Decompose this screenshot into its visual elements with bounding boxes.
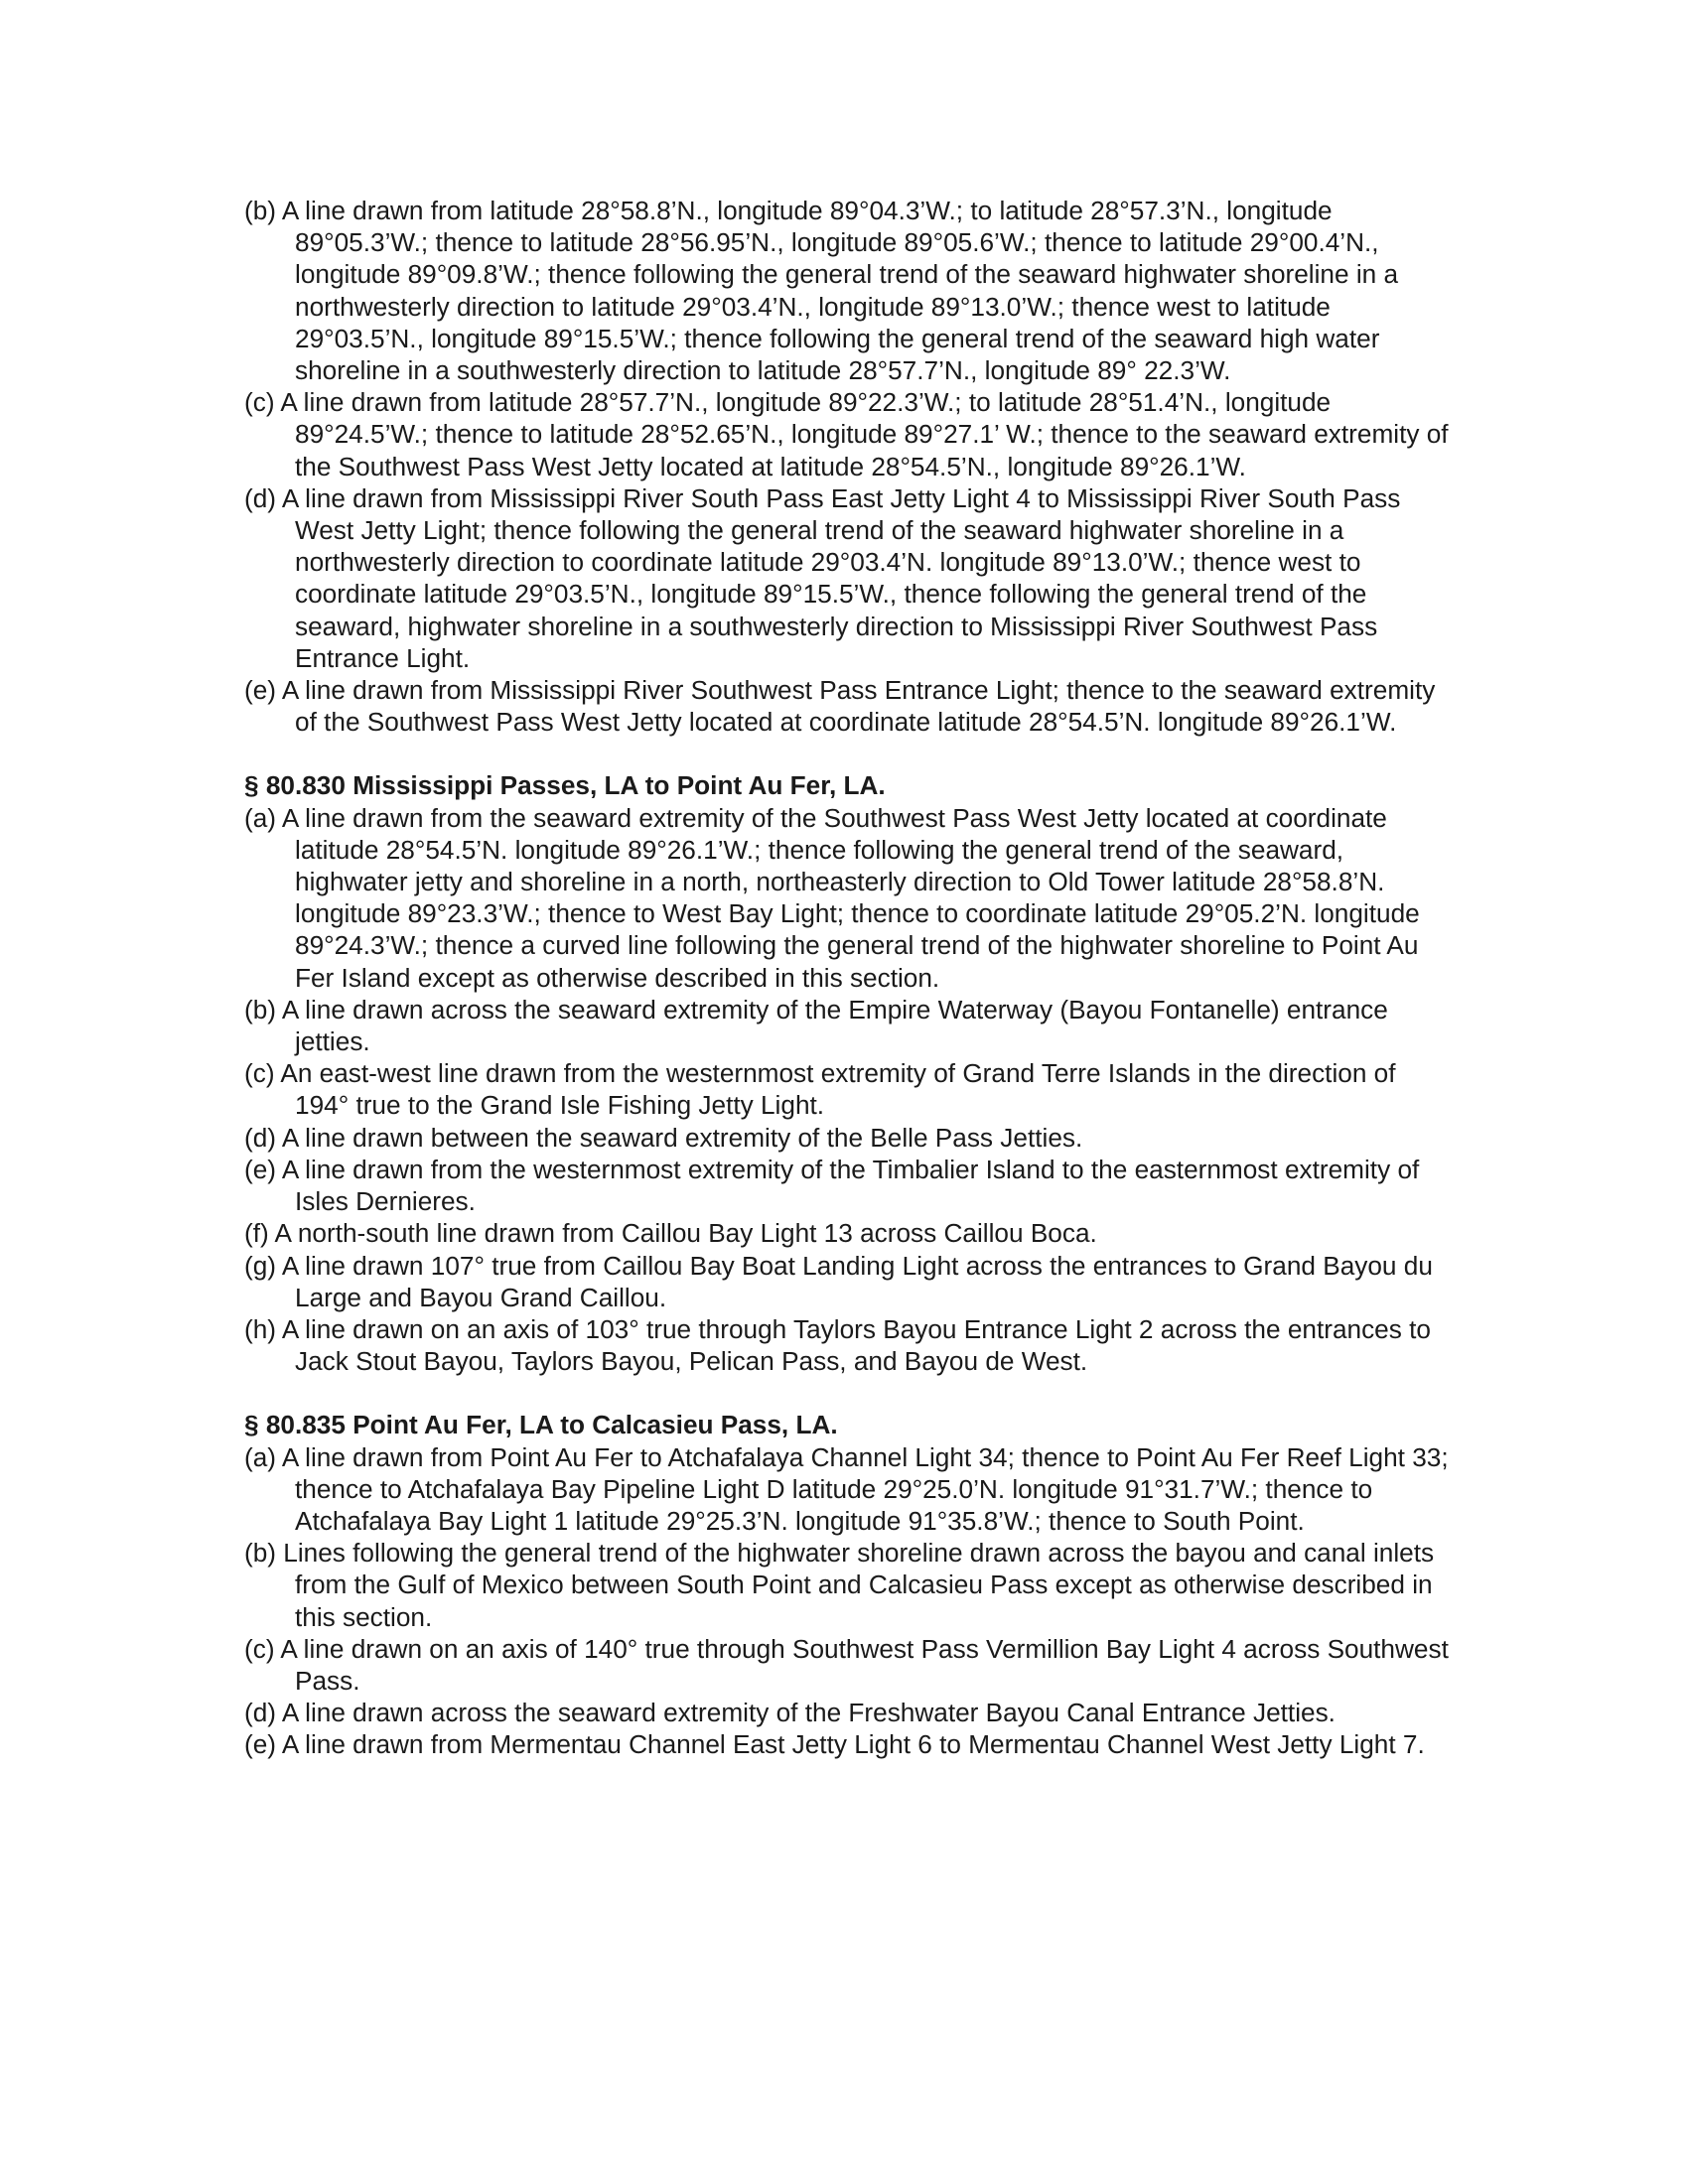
paragraph-d: (d) A line drawn across the seaward extremity of the Freshwater Bayou Canal Entrance Jetties. [244, 1698, 1336, 1728]
paragraph-c: (c) An east-west line drawn from the westernmost extremity of Grand Terre Islands in the direction of 194° true to the Grand Isle Fishing Jetty Light. [244, 1058, 1396, 1121]
document-page [244, 195, 1452, 1761]
section-heading: § 80.830 Mississippi Passes, LA to Point Au Fer, LA. [244, 770, 886, 801]
section-80-825-continued [244, 195, 1452, 738]
paragraph-b: (b) A line drawn from latitude 28°58.8’N., longitude 89°04.3’W.; to latitude 28°57.3’N., longitude 89°05.3’W.; thence to latitude 28°56.95’N., longitude 89°05.6’W.; thence to latitude 29°00.4’N., longitude 89°09.8’W.; thence following the general trend of the seaward highwater shoreline in a northwesterly direction to latitude 29°03.4’N., longitude 89°13.0’W.; thence west to latitude 29°03.5’N., longitude 89°15.5’W.; thence following the general trend of the seaward high water shoreline in a southwesterly direction to latitude 28°57.7’N., longitude 89° 22.3’W. [244, 196, 1399, 386]
section-80-835 [244, 1409, 1452, 1760]
paragraph-h: (h) A line drawn on an axis of 103° true through Taylors Bayou Entrance Light 2 across the entrances to Jack Stout Bayou, Taylors Bayou, Pelican Pass, and Bayou de West. [244, 1313, 1431, 1377]
paragraph-e: (e) A line drawn from Mermentau Channel East Jetty Light 6 to Mermentau Channel West Jetty Light 7. [244, 1729, 1425, 1760]
paragraph-d: (d) A line drawn from Mississippi River South Pass East Jetty Light 4 to Mississippi River South Pass West Jetty Light; thence following the general trend of the seaward highwater shoreline in a northwesterly direction to coordinate latitude 29°03.4’N. longitude 89°13.0’W.; thence west to coordinate latitude 29°03.5’N., longitude 89°15.5’W., thence following the general trend of the seaward, highwater shoreline in a southwesterly direction to Mississippi River Southwest Pass Entrance Light. [244, 482, 1401, 673]
paragraph-a: (a) A line drawn from the seaward extremity of the Southwest Pass West Jetty located at coordinate latitude 28°54.5’N. longitude 89°26.1’W.; thence following the general trend of the seaward, highwater jetty and shoreline in a north, northeasterly direction to Old Tower latitude 28°58.8’N. longitude 89°23.3’W.; thence to West Bay Light; thence to coordinate latitude 29°05.2’N. longitude 89°24.3’W.; thence a curved line following the general trend of the highwater shoreline to Point Au Fer Island except as otherwise described in this section. [244, 802, 1420, 993]
section-heading: § 80.835 Point Au Fer, LA to Calcasieu Pass, LA. [244, 1410, 838, 1440]
paragraph-b: (b) A line drawn across the seaward extremity of the Empire Waterway (Bayou Fontanelle) entrance jetties. [244, 994, 1388, 1057]
paragraph-g: (g) A line drawn 107° true from Caillou Bay Boat Landing Light across the entrances to Grand Bayou du Large and Bayou Grand Caillou. [244, 1250, 1433, 1312]
paragraph-d: (d) A line drawn between the seaward extremity of the Belle Pass Jetties. [244, 1122, 1083, 1153]
paragraph-f: (f) A north-south line drawn from Caillou Bay Light 13 across Caillou Boca. [244, 1218, 1097, 1249]
paragraph-e: (e) A line drawn from Mississippi River Southwest Pass Entrance Light; thence to the seaward extremity of the Southwest Pass West Jetty located at coordinate latitude 28°54.5’N. longitude 89°26.1’W. [244, 675, 1436, 738]
paragraph-c: (c) A line drawn on an axis of 140° true through Southwest Pass Vermillion Bay Light 4 across Southwest Pass. [244, 1633, 1449, 1696]
paragraph-c: (c) A line drawn from latitude 28°57.7’N., longitude 89°22.3’W.; to latitude 28°51.4’N., longitude 89°24.5’W.; thence to latitude 28°52.65’N., longitude 89°27.1’ W.; thence to the seaward extremity of the Southwest Pass West Jetty located at latitude 28°54.5’N., longitude 89°26.1’W. [244, 387, 1449, 481]
paragraph-b: (b) Lines following the general trend of the highwater shoreline drawn across the bayou and canal inlets from the Gulf of Mexico between South Point and Calcasieu Pass except as otherwise described in this section. [244, 1538, 1435, 1632]
paragraph-list [244, 1441, 1452, 1761]
paragraph-e: (e) A line drawn from the westernmost extremity of the Timbalier Island to the easternmost extremity of Isles Dernieres. [244, 1154, 1420, 1217]
paragraph-list [244, 195, 1452, 738]
section-80-830 [244, 769, 1452, 1377]
paragraph-list [244, 802, 1452, 1378]
paragraph-a: (a) A line drawn from Point Au Fer to Atchafalaya Channel Light 34; thence to Point Au Fer Reef Light 33; thence to Atchafalaya Bay Pipeline Light D latitude 29°25.0’N. longitude 91°31.7’W.; thence to Atchafalaya Bay Light 1 latitude 29°25.3’N. longitude 91°35.8’W.; thence to South Point. [244, 1441, 1449, 1536]
